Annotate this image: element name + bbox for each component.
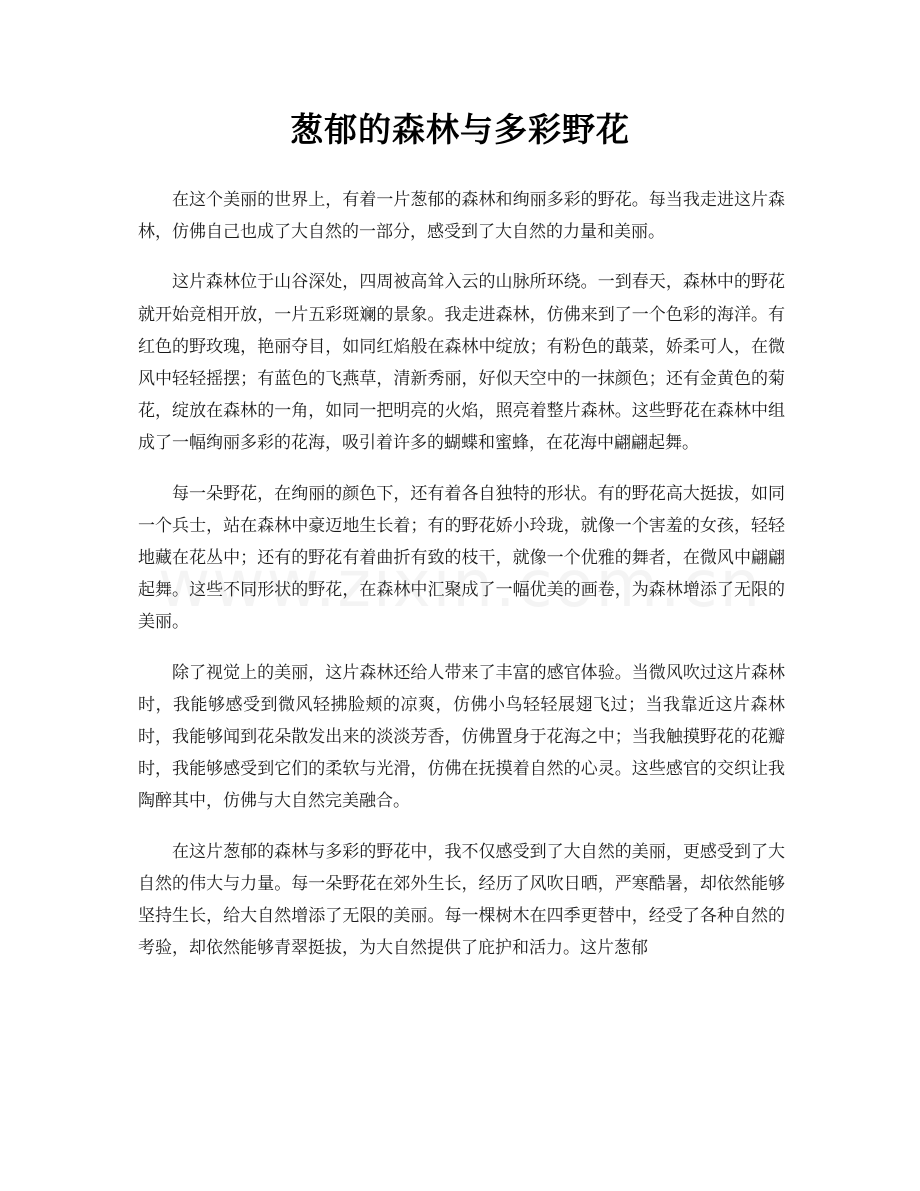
document-title: 葱郁的森林与多彩野花 <box>290 110 630 149</box>
paragraph-1: 在这个美丽的世界上，有着一片葱郁的森林和绚丽多彩的野花。每当我走进这片森林，仿佛自己也成了大自然的一部分，感受到了大自然的力量和美丽。 <box>138 190 785 243</box>
paragraph-5: 在这片葱郁的森林与多彩的野花中，我不仅感受到了大自然的美丽，更感受到了大自然的伟大与力量。每一朵野花在郊外生长，经历了风吹日晒，严寒酷暑，却依然能够坚持生长，给大自然增添了无限的美丽。每一棵树木在四季更替中，经受了各种自然的考验，却依然能够青翠挺拔，为大自然提供了庇护和活力。这片葱郁 <box>138 841 785 959</box>
paragraph-4: 除了视觉上的美丽，这片森林还给人带来了丰富的感官体验。当微风吹过这片森林时，我能够感受到微风轻拂脸颊的凉爽，仿佛小鸟轻轻展翅飞过；当我靠近这片森林时，我能够闻到花朵散发出来的淡淡芳香，仿佛置身于花海之中；当我触摸野花的花瓣时，我能够感受到它们的柔软与光滑，仿佛在抚摸着自然的心灵。这些感官的交织让我陶醉其中，仿佛与大自然完美融合。 <box>138 662 785 812</box>
paragraph-3: 每一朵野花，在绚丽的颜色下，还有着各自独特的形状。有的野花高大挺拔，如同一个兵士，站在森林中豪迈地生长着；有的野花娇小玲珑，就像一个害羞的女孩，轻轻地藏在花丛中；还有的野花有着曲折有致的枝干，就像一个优雅的舞者，在微风中翩翩起舞。这些不同形状的野花，在森林中汇聚成了一幅优美的画卷，为森林增添了无限的美丽。 <box>138 483 785 633</box>
document-body <box>138 184 785 982</box>
paragraph-2: 这片森林位于山谷深处，四周被高耸入云的山脉所环绕。一到春天，森林中的野花就开始竞相开放，一片五彩斑斓的景象。我走进森林，仿佛来到了一个色彩的海洋。有红色的野玫瑰，艳丽夺目，如同红焰般在森林中绽放；有粉色的蕺菜，娇柔可人，在微风中轻轻摇摆；有蓝色的飞燕草，清新秀丽，好似天空中的一抹颜色；还有金黄色的菊花，绽放在森林的一角，如同一把明亮的火焰，照亮着整片森林。这些野花在森林中组成了一幅绚丽多彩的花海，吸引着许多的蝴蝶和蜜蜂，在花海中翩翩起舞。 <box>138 272 785 454</box>
